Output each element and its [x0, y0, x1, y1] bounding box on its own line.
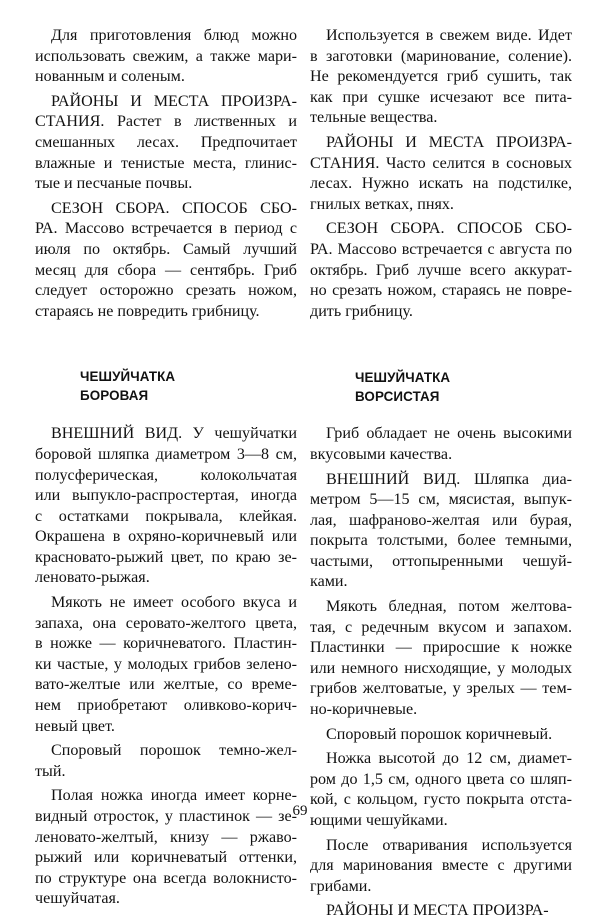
- text-line: или немного нисходящие, у молодых: [310, 659, 572, 677]
- text-line: по структуре она всегда волокнисто-: [35, 869, 297, 887]
- paragraph: [35, 741, 297, 782]
- text-line: Споровый порошок коричневый.: [326, 725, 553, 743]
- paragraph: [310, 836, 572, 898]
- text-line: ВНЕШНИЙ ВИД. У чешуйчатки: [51, 425, 297, 443]
- text-line: ВНЕШНИЙ ВИД. Шляпка диа-: [326, 470, 572, 488]
- text-line: частыми, оттопыренными чешуй-: [310, 552, 572, 570]
- text-line: леновато-рыжая.: [35, 569, 150, 587]
- text-line: гнилых ветках, пнях.: [310, 195, 454, 213]
- heading-line-1: ЧЕШУЙЧАТКА: [355, 370, 451, 386]
- text-line: РАЙОНЫ И МЕСТА ПРОИЗРА-: [51, 92, 297, 110]
- text-line: в ножке — коричневатого. Пластин-: [35, 635, 297, 653]
- text-line: следует осторожно срезать ножом,: [35, 282, 297, 300]
- text-line: полусферическая, колокольчатая: [35, 466, 297, 484]
- left-top-section: [35, 26, 297, 322]
- text-line: метром 5—15 см, мясистая, выпук-: [310, 491, 572, 509]
- paragraph: [35, 26, 297, 88]
- paragraph: [35, 424, 297, 589]
- paragraph: [310, 26, 572, 129]
- text-line: Для приготовления блюд можно: [51, 27, 297, 44]
- text-line: для маринования вместе с другими: [310, 857, 572, 875]
- left-column: [35, 26, 297, 910]
- paragraph: [310, 219, 572, 322]
- text-line: кой, с кольцом, густо покрыта отста-: [310, 791, 572, 809]
- text-line: или выпукло-распростертая, иногда: [35, 487, 297, 505]
- paragraph: [310, 424, 572, 465]
- text-line: Пластинки — приросшие к ножке: [310, 639, 572, 657]
- text-line: использовать свежим, а также мари-: [35, 47, 297, 65]
- heading-line-1: ЧЕШУЙЧАТКА: [80, 369, 176, 385]
- text-line: тые и песчаные почвы.: [35, 175, 193, 193]
- right-top-section: [310, 26, 572, 322]
- paragraph: [310, 470, 572, 594]
- right-column: [310, 26, 572, 922]
- text-line: июля по октябрь. Самый лучший: [35, 240, 297, 258]
- text-line: рыжий или коричневатый оттенки,: [35, 849, 297, 867]
- text-line: но-коричневые.: [310, 701, 418, 719]
- text-line: Используется в свежем виде. Идет: [326, 27, 572, 44]
- paragraph: [35, 199, 297, 323]
- paragraph: [310, 725, 572, 746]
- text-line: как при сушке исчезают все пита-: [310, 88, 572, 106]
- text-line: После отваривания используется: [326, 836, 572, 854]
- text-line: Гриб обладает не очень высокими: [326, 425, 572, 443]
- text-line: грибами.: [310, 877, 372, 895]
- text-line: тая, с редечным вкусом и запахом.: [310, 618, 572, 636]
- text-line: СТАНИЯ. Часто селится в сосновых: [310, 154, 572, 172]
- text-line: грибов желтоватые, у зрелых — тем-: [310, 680, 572, 698]
- text-line: вкусовыми качества.: [310, 445, 453, 463]
- left-mushroom-heading: [80, 367, 297, 405]
- text-line: Полая ножка иногда имеет корне-: [51, 787, 297, 805]
- text-line: РА. Массово встречается в период с: [35, 220, 297, 238]
- heading-line-2: ВОРСИСТАЯ: [355, 389, 440, 405]
- paragraph: [35, 593, 297, 737]
- page-number: 69: [292, 803, 308, 819]
- text-line: СЕЗОН СБОРА. СПОСОБ СБО-: [51, 199, 297, 217]
- paragraph: [310, 133, 572, 215]
- text-line: Мякоть бледная, потом желтова-: [326, 598, 572, 616]
- text-line: ками.: [310, 573, 348, 591]
- text-line: ющими чешуйками.: [310, 812, 448, 829]
- paragraph: [35, 92, 297, 195]
- text-line: лесах. Нужно искать на подстилке,: [310, 175, 572, 193]
- text-line: вато-желтые или желтые, со време-: [35, 676, 297, 694]
- text-line: ки частые, у молодых грибов зелено-: [35, 655, 297, 673]
- text-line: РА. Массово встречается с августа по: [310, 240, 572, 258]
- text-line: Не рекомендуется гриб сушить, так: [310, 68, 572, 86]
- text-line: Споровый порошок темно-жел-: [51, 742, 297, 760]
- text-line: лая, шафраново-желтая или бурая,: [310, 511, 572, 529]
- heading-line-2: БОРОВАЯ: [80, 388, 149, 404]
- right-mushroom-heading: [355, 368, 572, 406]
- text-line: чешуйчатая.: [35, 890, 120, 908]
- left-bottom-section: [35, 424, 297, 910]
- text-line: месяц для сбора — сентябрь. Гриб: [35, 261, 297, 279]
- text-line: нем приобретают оливково-корич-: [35, 697, 297, 715]
- paragraph: [310, 597, 572, 721]
- text-line: РАЙОНЫ И МЕСТА ПРОИЗРА-: [326, 902, 549, 920]
- text-line: запаха, она серовато-желтого цвета,: [35, 614, 297, 632]
- text-line: СТАНИЯ. Растет в лиственных и: [35, 113, 297, 131]
- text-line: в заготовки (маринование, соление).: [310, 47, 572, 65]
- text-line: с остатками покрывала, клейкая.: [35, 507, 297, 525]
- text-line: тый.: [35, 762, 66, 780]
- text-line: покрыта толстыми, более темными,: [310, 532, 572, 550]
- text-line: ром до 1,5 см, одного цвета со шляп-: [310, 770, 572, 788]
- text-line: боровой шляпка диаметром 3—8 см,: [35, 445, 297, 463]
- paragraph: [310, 901, 572, 922]
- text-line: леновато-желтый, книзу — ржаво-: [35, 828, 297, 846]
- text-line: октябрь. Гриб лучше всего аккурат-: [310, 261, 572, 279]
- text-line: влажные и тенистые места, глинис-: [35, 154, 297, 172]
- text-line: СЕЗОН СБОРА. СПОСОБ СБО-: [326, 220, 572, 238]
- text-line: красновато-рыжий цвет, по краю зе-: [35, 548, 297, 566]
- text-line: нованным и соленым.: [35, 68, 185, 86]
- text-line: РАЙОНЫ И МЕСТА ПРОИЗРА-: [326, 133, 572, 151]
- text-line: но срезать ножом, стараясь не повре-: [310, 282, 572, 300]
- text-line: дить грибницу.: [310, 302, 413, 320]
- text-line: Мякоть не имеет особого вкуса и: [51, 594, 297, 612]
- right-bottom-section: [310, 424, 572, 922]
- text-line: Окрашена в охряно-коричневый или: [35, 528, 297, 546]
- text-line: невый цвет.: [35, 717, 115, 735]
- text-line: Ножка высотой до 12 см, диамет-: [326, 750, 572, 768]
- text-line: смешанных лесах. Предпочитает: [35, 133, 297, 151]
- text-line: тельные вещества.: [310, 109, 438, 127]
- text-line: стараясь не повредить грибницу.: [35, 302, 260, 320]
- text-line: видный отросток, у пластинок — зе-: [35, 808, 297, 825]
